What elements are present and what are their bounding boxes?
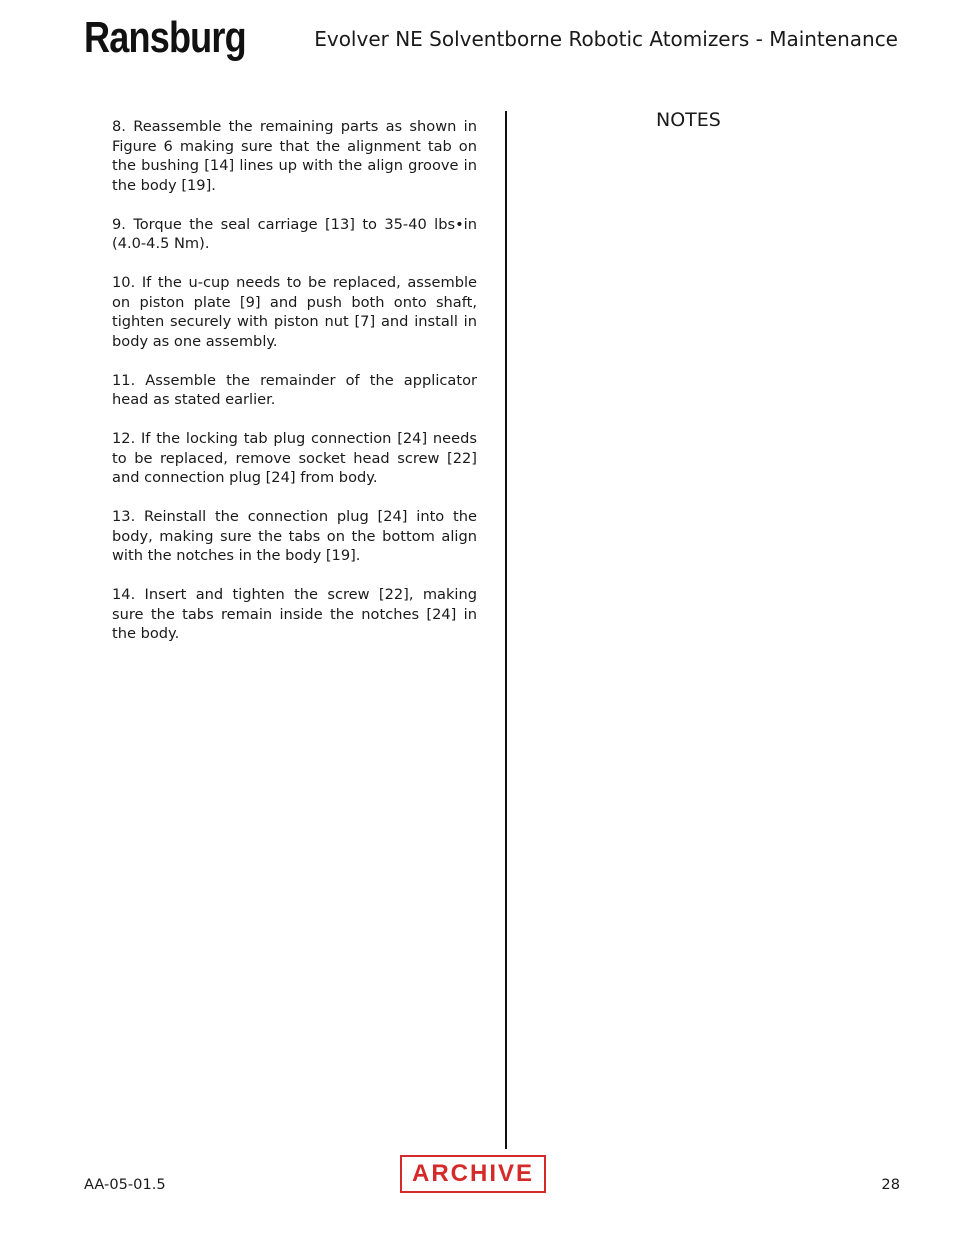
- step-11: 11. Assemble the remainder of the applicator head as stated earlier.: [112, 371, 477, 408]
- archive-stamp: ARCHIVE: [400, 1155, 546, 1193]
- page-number: 28: [881, 1176, 900, 1193]
- step-9: 9. Torque the seal carriage [13] to 35-40 lbs•in (4.0-4.5 Nm).: [112, 215, 477, 252]
- step-8: 8. Reassemble the remaining parts as shown in Figure 6 making sure that the alignment tab on the bushing [14] lines up with the align groove in the body [19].: [112, 118, 477, 194]
- ransburg-logo: Ransburg: [84, 13, 246, 62]
- column-divider: [505, 111, 507, 1149]
- document-code: AA-05-01.5: [84, 1176, 166, 1193]
- step-13: 13. Reinstall the connection plug [24] into the body, making sure the tabs on the bottom align with the notches in the body [19].: [112, 508, 477, 564]
- step-14: 14. Insert and tighten the screw [22], making sure the tabs remain inside the notches [24] in the body.: [112, 586, 477, 642]
- step-12: 12. If the locking tab plug connection [24] needs to be replaced, remove socket head screw [22] and connection plug [24] from body.: [112, 430, 477, 486]
- notes-heading: NOTES: [656, 109, 721, 131]
- procedure-steps: [112, 117, 477, 663]
- step-10: 10. If the u-cup needs to be replaced, assemble on piston plate [9] and push both onto shaft, tighten securely with piston nut [7] and install in body as one assembly.: [112, 274, 477, 350]
- document-title: Evolver NE Solventborne Robotic Atomizers - Maintenance: [314, 27, 898, 51]
